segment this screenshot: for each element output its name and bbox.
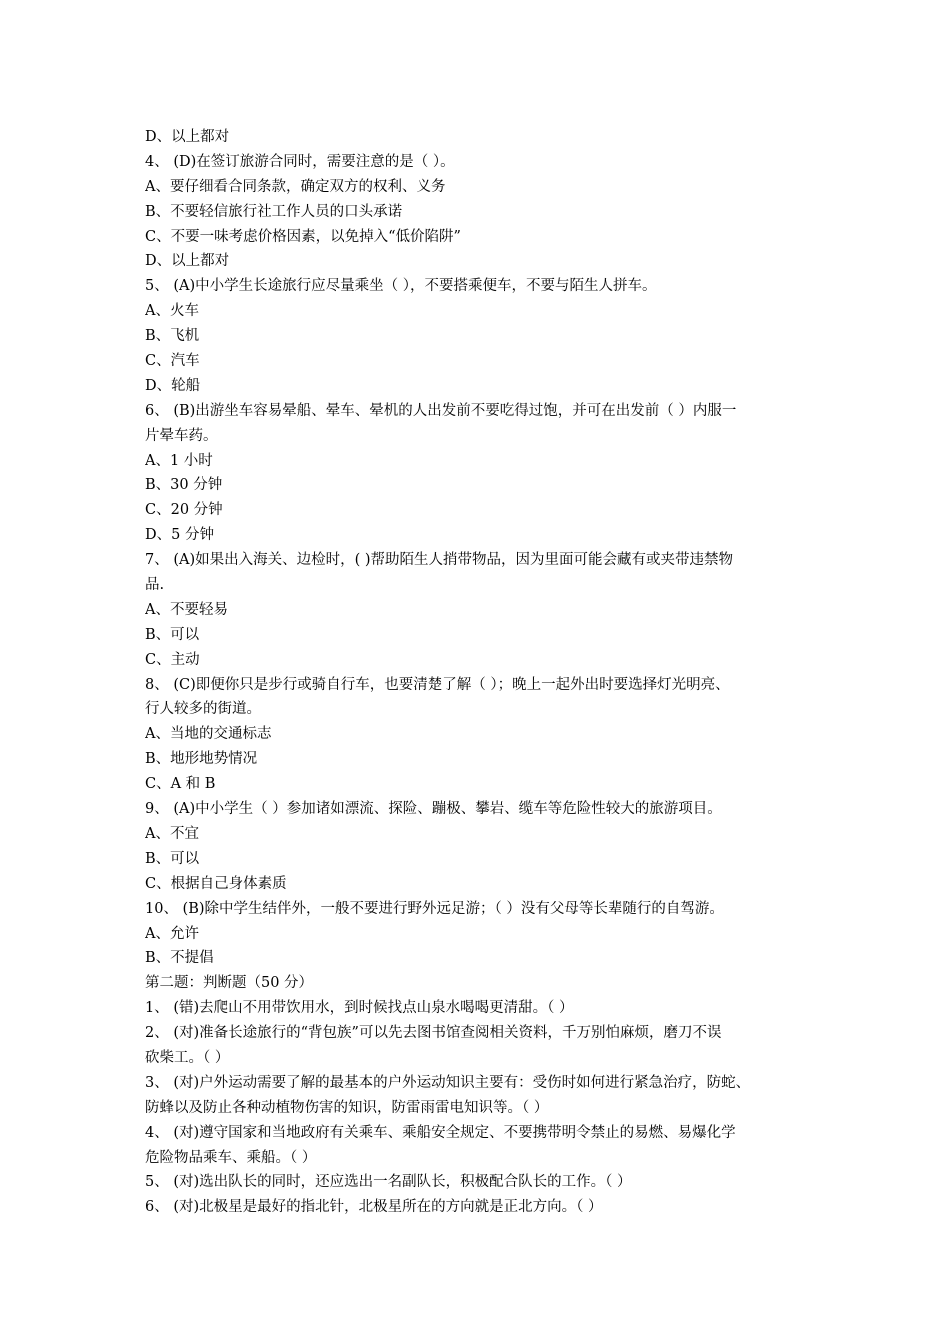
text-line: 片晕车药。 — [145, 427, 218, 444]
text-line: 2、 (对)准备长途旅行的“背包族”可以先去图书馆查阅相关资料，千万别怕麻烦，磨刀不误 — [145, 1025, 722, 1042]
text-line: A、允许 — [145, 925, 199, 942]
text-line: 砍柴工。（ ） — [145, 1049, 230, 1066]
text-line: B、30 分钟 — [145, 477, 223, 494]
text-line: 1、 (错)去爬山不用带饮用水，到时候找点山泉水喝喝更清甜。（ ） — [145, 1000, 574, 1017]
section-heading: 第二题：判断题（50 分） — [145, 975, 314, 992]
text-line: 3、 (对)户外运动需要了解的最基本的户外运动知识主要有：受伤时如何进行紧急治疗，防蛇、 — [145, 1074, 751, 1091]
text-line: C、汽车 — [145, 353, 200, 370]
text-line: 5、 (A)中小学生长途旅行应尽量乘坐（ ），不要搭乘便车，不要与陌生人拼车。 — [145, 278, 657, 295]
document-body — [145, 125, 825, 1220]
text-line: 4、 (对)遵守国家和当地政府有关乘车、乘船安全规定、不要携带明令禁止的易燃、易爆化学 — [145, 1124, 736, 1141]
text-line: 6、 (B)出游坐车容易晕船、晕车、晕机的人出发前不要吃得过饱，并可在出发前（ ）内服一 — [145, 402, 737, 419]
text-line: A、当地的交通标志 — [145, 726, 272, 743]
text-line: B、可以 — [145, 850, 200, 867]
text-line: D、以上都对 — [145, 129, 230, 145]
text-line: C、20 分钟 — [145, 502, 223, 519]
text-line: 8、 (C)即便你只是步行或骑自行车，也要清楚了解（ ）；晚上一起外出时要选择灯光明亮、 — [145, 676, 730, 693]
text-line: A、不宜 — [145, 825, 199, 842]
text-line: A、火车 — [145, 303, 199, 320]
text-line: 5、 (对)选出队长的同时，还应选出一名副队长，积极配合队长的工作。（ ） — [145, 1174, 632, 1191]
text-line: A、不要轻易 — [145, 601, 228, 618]
text-line: D、5 分钟 — [145, 527, 214, 544]
text-line: B、飞机 — [145, 328, 200, 345]
text-line: D、轮船 — [145, 377, 201, 394]
text-line: A、1 小时 — [145, 452, 213, 469]
text-line: C、不要一味考虑价格因素，以免掉入“低价陷阱” — [145, 228, 461, 245]
text-line: D、以上都对 — [145, 253, 230, 270]
text-line: 品. — [145, 577, 165, 594]
text-line: 10、 (B)除中学生结伴外，一般不要进行野外远足游；（ ）没有父母等长辈随行的自驾游。 — [145, 900, 724, 917]
text-line: B、不提倡 — [145, 950, 214, 967]
text-line: C、A 和 B — [145, 776, 216, 793]
text-line: 4、 (D)在签订旅游合同时，需要注意的是（ ）。 — [145, 153, 455, 170]
text-line: 危险物品乘车、乘船。（ ） — [145, 1149, 317, 1166]
text-line: C、主动 — [145, 651, 200, 668]
text-line: 9、 (A)中小学生（ ）参加诸如漂流、探险、蹦极、攀岩、缆车等危险性较大的旅游项目。 — [145, 801, 722, 818]
text-line: 6、 (对)北极星是最好的指北针，北极星所在的方向就是正北方向。（ ） — [145, 1199, 603, 1216]
text-line: 行人较多的街道。 — [145, 701, 261, 718]
text-line: 防蜂以及防止各种动植物伤害的知识，防雷雨雷电知识等。（ ） — [145, 1099, 549, 1116]
text-line: B、地形地势情况 — [145, 751, 258, 768]
text-line: C、根据自己身体素质 — [145, 875, 287, 892]
text-line: A、要仔细看合同条款，确定双方的权利、义务 — [145, 178, 446, 195]
text-line: 7、 (A)如果出入海关、边检时，( )帮助陌生人捎带物品，因为里面可能会藏有或夹带违禁物 — [145, 552, 734, 569]
text-line: B、不要轻信旅行社工作人员的口头承诺 — [145, 203, 403, 220]
text-line: B、可以 — [145, 626, 200, 643]
